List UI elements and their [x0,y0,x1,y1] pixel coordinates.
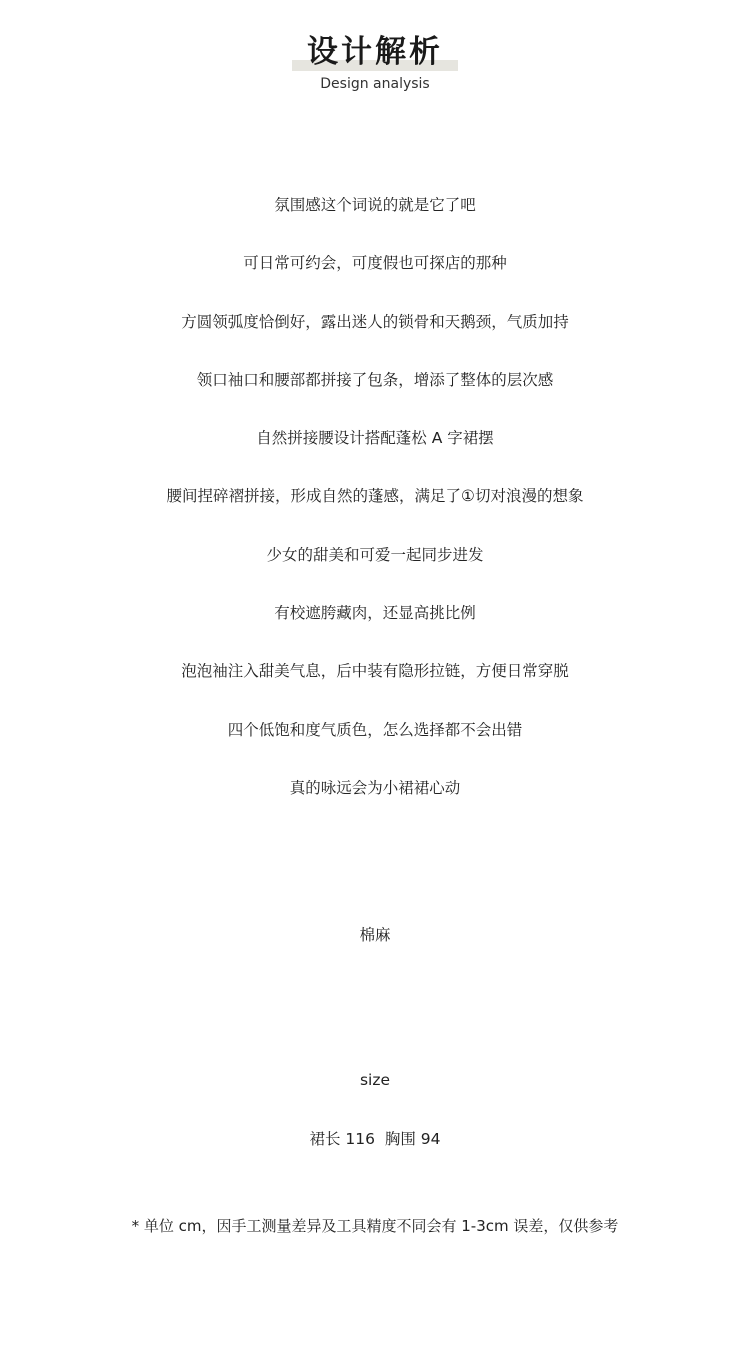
section-subtitle: Design analysis [320,76,430,92]
description-line: 泡泡袖注入甜美气息，后中装有隐形拉链，方便日常穿脱 [181,662,569,681]
size-measurements: 裙长 116 胸围 94 [309,1130,441,1148]
measurement-note: * 单位 cm，因手工测量差异及工具精度不同会有 1-3cm 误差，仅供参考 [131,1217,619,1235]
description-line: 真的咏远会为小裙裙心动 [289,778,461,797]
size-title: size [359,1071,391,1089]
description-line: 腰间捏碎褶拼接，形成自然的蓬感，满足了①切对浪漫的想象 [166,487,584,506]
description-line: 方圆领弧度恰倒好，露出迷人的锁骨和天鹅颈，气质加持 [181,312,569,331]
description-line: 少女的甜美和可爱一起同步进发 [266,545,484,564]
description-line: 可日常可约会，可度假也可探店的那种 [243,254,507,273]
title-wrap [307,30,443,74]
section-header [0,30,750,74]
material-label: 棉麻 [359,926,391,944]
description-line: 领口袖口和腰部都拼接了包条，增添了整体的层次感 [196,370,554,389]
section-title: 设计解析 [307,34,443,70]
description-line: 四个低饱和度气质色，怎么选择都不会出错 [227,720,523,739]
description-line: 氛围感这个词说的就是它了吧 [274,196,476,214]
description-line: 有校遮胯藏肉，还显高挑比例 [274,604,476,623]
description-list [0,193,750,834]
description-line: 自然拼接腰设计搭配蓬松 A 字裙摆 [256,429,494,448]
